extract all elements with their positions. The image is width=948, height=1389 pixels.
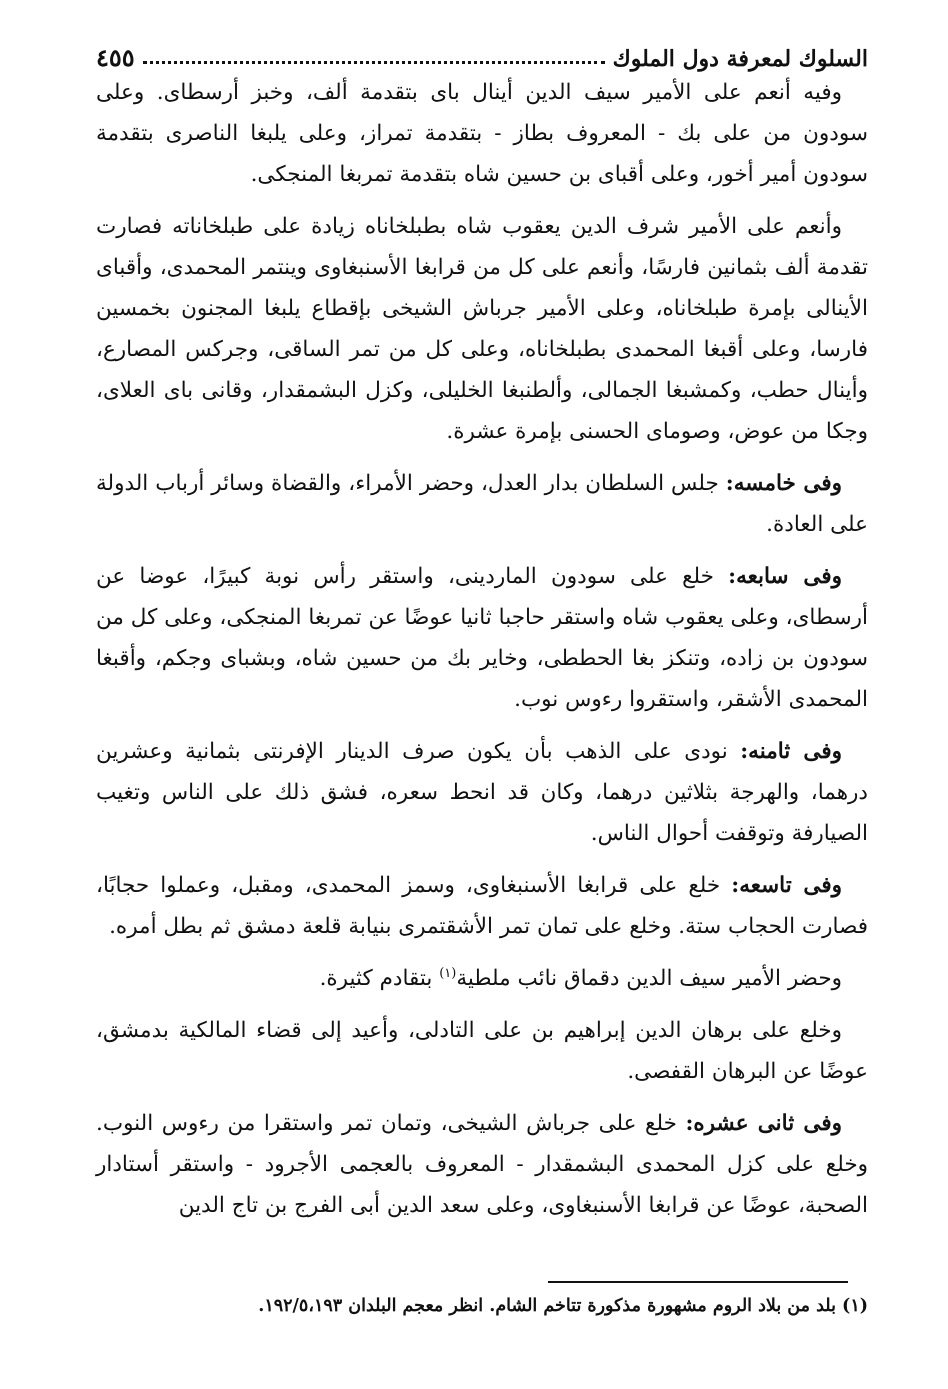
day-heading: وفى خامسه: bbox=[725, 471, 842, 496]
running-title: السلوك لمعرفة دول الملوك bbox=[612, 46, 868, 72]
paragraph: وأنعم على الأمير شرف الدين يعقوب شاه بطبلخاناه زيادة على طبلخاناته فصارت تقدمة ألف بثمانين فارسًا، وأنعم على كل من قرابغا الأسنبغاوى وينتمر المحمدى، وأقباى الأينالى بإمرة طبلخاناه، وعلى الأمير جرباش الشيخى بإقطاع يلبغا المجنون بخمسين فارسا، وعلى أقبغا المحمدى بطبلخاناه، وعلى كل من تمر الساقى، وجركس المصارع، وأينال حطب، وكمشبغا الجمالى، وألطنبغا الخليلى، وكزل البشمقدار، وقانى باى العلاى، وجكا من عوض، وصوماى الحسنى بإمرة عشرة. bbox=[96, 214, 868, 444]
paragraph: وفى خامسه: جلس السلطان بدار العدل، وحضر الأمراء، والقضاة وسائر أرباب الدولة على العادة. bbox=[96, 471, 868, 537]
day-heading: وفى ثامنه: bbox=[740, 739, 842, 764]
footnote-divider bbox=[548, 1281, 848, 1283]
page bbox=[96, 28, 868, 1237]
paragraph: وخلع على برهان الدين إبراهيم بن على التادلى، وأعيد إلى قضاء المالكية بدمشق، عوضًا عن البرهان القفصى. bbox=[96, 1018, 868, 1084]
day-heading: وفى تاسعه: bbox=[731, 873, 842, 898]
paragraph: وفيه أنعم على الأمير سيف الدين أينال باى بتقدمة ألف، وخبز أرسطاى. وعلى سودون من على بك - المعروف بطاز - بتقدمة تمراز، وعلى يلبغا الناصرى بتقدمة سودون أمير أخور، وعلى أقباى بن حسين شاه بتقدمة تمربغا المنجكى. bbox=[96, 80, 868, 187]
paragraph: وفى ثانى عشره: خلع على جرباش الشيخى، وتمان تمر واستقرا من رءوس النوب. وخلع على كزل المحمدى البشمقدار - المعروف بالعجمى الأجرود - واستقر أستادار الصحبة، عوضًا عن قرابغا الأسنبغاوى، وعلى سعد الدين أبى الفرج بن تاج الدين bbox=[96, 1111, 868, 1218]
paragraph: وفى تاسعه: خلع على قرابغا الأسنبغاوى، وسمز المحمدى، ومقبل، وعملوا حجابًا، فصارت الحجاب ستة. وخلع على تمان تمر الأشقتمرى بنيابة قلعة دمشق ثم بطل أمره. bbox=[96, 873, 868, 939]
day-heading: وفى ثانى عشره: bbox=[685, 1111, 843, 1136]
running-header bbox=[96, 28, 868, 72]
page-number: ٤٥٥ bbox=[96, 43, 135, 72]
leader-dots bbox=[143, 61, 605, 64]
footnote: (١) بلد من بلاد الروم مشهورة مذكورة تتاخم الشام. انظر معجم البلدان ١٩٢/٥،١٩٣. bbox=[258, 1296, 868, 1316]
paragraph: وفى ثامنه: نودى على الذهب بأن يكون صرف الدينار الإفرنتى بثمانية وعشرين درهما، والهرجة بثلاثين درهما، وكان قد انحط سعره، فشق ذلك على الناس وتغيب الصيارفة وتوقفت أحوال الناس. bbox=[96, 739, 868, 846]
paragraph: وحضر الأمير سيف الدين دقماق نائب ملطية$^{(١)}$ بتقادم كثيرة. bbox=[319, 965, 842, 991]
footnote-marker: (١) bbox=[439, 965, 457, 981]
paragraph: وفى سابعه: خلع على سودون الماردينى، واستقر رأس نوبة كبيرًا، عوضا عن أرسطاى، وعلى يعقوب شاه واستقر حاجبا ثانيا عوضًا عن تمربغا المنجكى، وعلى كل من سودون بن زاده، وتنكز بغا الحططى، وخاير بك من حسين شاه، وبشباى وجكم، وأقبغا المحمدى الأشقر، واستقروا رءوس نوب. bbox=[96, 564, 868, 712]
day-heading: وفى سابعه: bbox=[728, 564, 842, 589]
